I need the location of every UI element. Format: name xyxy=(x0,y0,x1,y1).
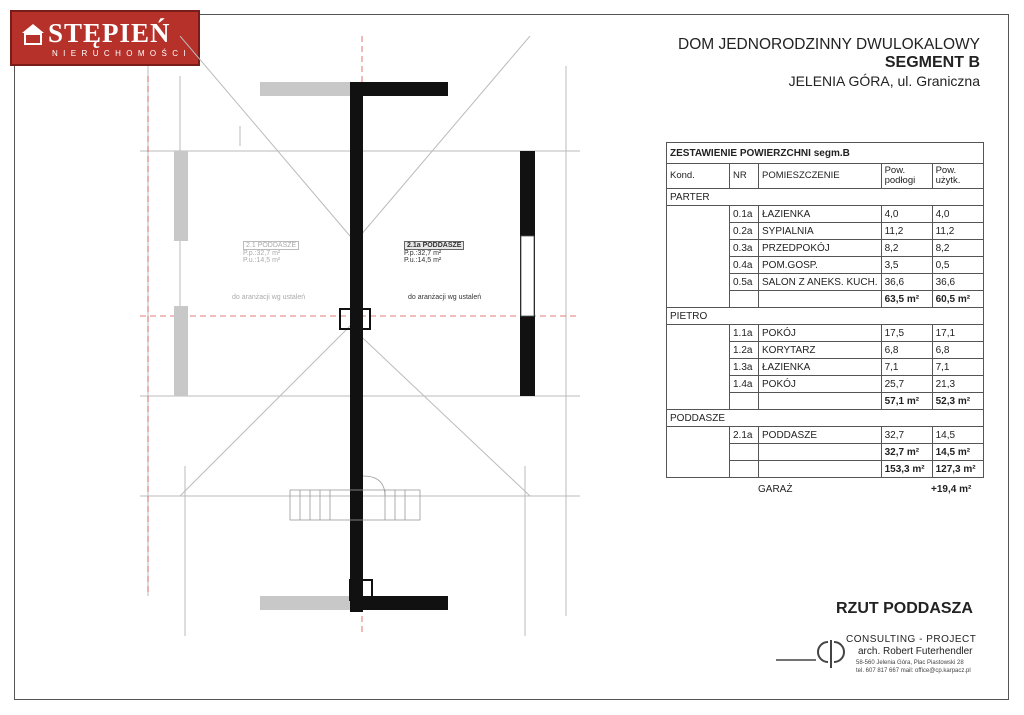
room-title-a: 2.1 PODDASZE xyxy=(243,241,299,250)
col-nr: NR xyxy=(730,164,759,189)
table-row: 2.1a PODDASZE 32,7 14,5 xyxy=(667,427,984,444)
drawing-title: RZUT PODDASZA xyxy=(836,600,973,617)
section-parter: PARTER xyxy=(667,189,984,206)
table-row: 1.4a POKÓJ 25,7 21,3 xyxy=(667,376,984,393)
table-row: 1.1a POKÓJ 17,5 17,1 xyxy=(667,325,984,342)
col-room: POMIESZCZENIE xyxy=(759,164,882,189)
logo-subtitle: NIERUCHOMOŚCI xyxy=(52,49,192,58)
area-summary-table xyxy=(666,142,984,478)
room-note-b: do aranżacji wg ustaleń xyxy=(408,294,482,301)
room-title-b: 2.1a PODDASZE xyxy=(404,241,464,250)
garage-value: +19,4 m² xyxy=(931,484,972,495)
logo-name: STĘPIEŃ xyxy=(48,18,171,48)
subtotal-row-poddasze: 32,7 m² 14,5 m² xyxy=(667,444,984,461)
total-row: 153,3 m² 127,3 m² xyxy=(667,461,984,478)
room-floor-area-b: P.p.:32,7 m² xyxy=(404,250,442,257)
project-title: DOM JEDNORODZINNY DWULOKALOWY xyxy=(678,36,980,53)
house-icon xyxy=(20,22,46,46)
table-title: ZESTAWIENIE POWIERZCHNI segm.B xyxy=(667,143,984,164)
cp-company: CONSULTING - PROJECT xyxy=(846,634,977,645)
col-floor-area: Pow. podłogi xyxy=(881,164,932,189)
project-address: JELENIA GÓRA, ul. Graniczna xyxy=(788,73,980,89)
cp-address: 58-560 Jelenia Góra, Plac Piastowski 28 xyxy=(856,660,964,666)
floor-plan xyxy=(140,36,580,636)
subtotal-row-pietro: 57,1 m² 52,3 m² xyxy=(667,393,984,410)
cp-logo-icon xyxy=(776,634,856,674)
table-row: 1.2a KORYTARZ 6,8 6,8 xyxy=(667,342,984,359)
room-label-b xyxy=(404,241,464,264)
table-row: 0.4a POM.GOSP. 3,5 0,5 xyxy=(667,257,984,274)
table-row: 0.2a SYPIALNIA 11,2 11,2 xyxy=(667,223,984,240)
cp-contact: tel. 607 817 667 mail: office@cp.karpacz.pl xyxy=(856,668,971,674)
designer-stamp xyxy=(776,632,986,682)
col-kond: Kond. xyxy=(667,164,730,189)
room-floor-area-a: P.p.:32,7 m² xyxy=(243,250,281,257)
col-usable-area: Pow. użytk. xyxy=(932,164,983,189)
garage-label: GARAŻ xyxy=(758,484,793,495)
segment-title: SEGMENT B xyxy=(884,54,980,71)
room-note-a: do aranżacji wg ustaleń xyxy=(232,294,306,301)
subtotal-row-parter: 63,5 m² 60,5 m² xyxy=(667,291,984,308)
section-poddasze: PODDASZE xyxy=(667,410,984,427)
table-row: 0.1a ŁAZIENKA 4,0 4,0 xyxy=(667,206,984,223)
table-row: 1.3a ŁAZIENKA 7,1 7,1 xyxy=(667,359,984,376)
table-row: 0.3a PRZEDPOKÓJ 8,2 8,2 xyxy=(667,240,984,257)
section-pietro: PIETRO xyxy=(667,308,984,325)
project-header xyxy=(678,36,980,90)
room-label-a xyxy=(243,241,299,264)
table-row: 0.5a SALON Z ANEKS. KUCH. 36,6 36,6 xyxy=(667,274,984,291)
room-usable-area-a: P.u.:14,5 m² xyxy=(243,257,281,264)
cp-architect: arch. Robert Futerhendler xyxy=(858,646,973,657)
room-usable-area-b: P.u.:14,5 m² xyxy=(404,257,442,264)
